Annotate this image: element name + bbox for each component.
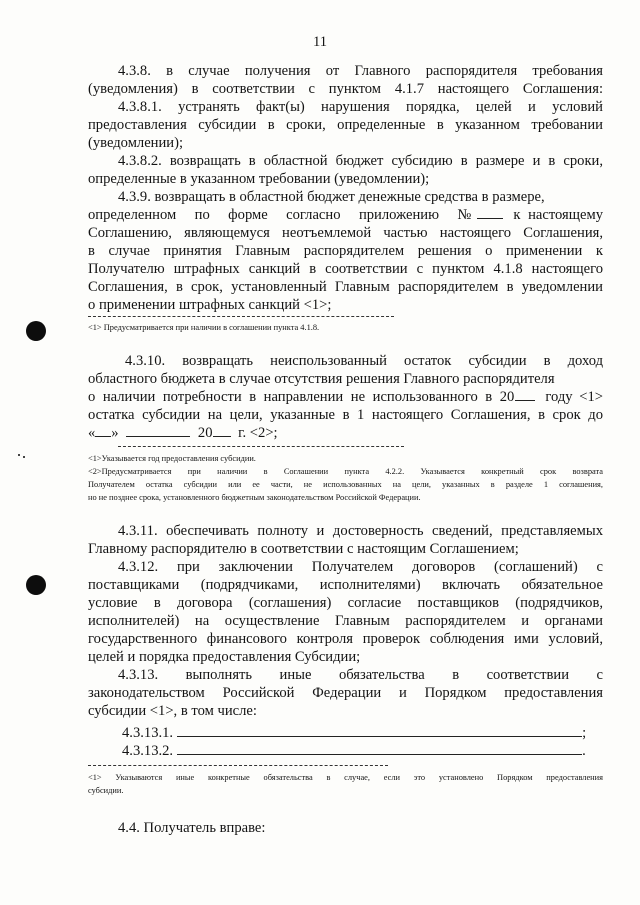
- list-item-end: ;: [582, 725, 587, 741]
- text-fragment: о наличии потребности в направлении не использованного в 20: [88, 389, 515, 405]
- list-item-label: 4.3.13.1.: [122, 725, 174, 741]
- paragraph-4-3-10-line: [88, 424, 278, 442]
- paragraph-4-3-9-line: 4.3.9. возвращать в областной бюджет денежные средства в размере,: [118, 189, 545, 205]
- paragraph-4-3-8-line: (уведомления) в соответствии с пунктом 4.1.7 настоящего Соглашения:: [88, 81, 603, 97]
- blank-line: [477, 206, 503, 219]
- fill-in-line: [177, 724, 582, 737]
- footnote: <2>Предусматривается при наличии в Соглашении пункта 4.2.2. Указывается конкретный срок возврата: [88, 467, 603, 476]
- blank-line: [126, 424, 190, 437]
- text-fragment: к настоящему: [513, 207, 603, 223]
- punch-hole-top: [26, 321, 46, 341]
- paragraph-4-3-9-line: [88, 206, 603, 224]
- paragraph-4-3-12-line: целей и порядка предоставления Субсидии;: [88, 649, 361, 665]
- paragraph-4-3-11-line: Главному распорядителю в соответствии с настоящим Соглашением;: [88, 541, 519, 557]
- text-fragment: «: [88, 425, 96, 441]
- fill-in-line: [177, 742, 582, 755]
- paragraph-4-3-11-line: 4.3.11. обеспечивать полноту и достоверность сведений, представляемых: [118, 523, 603, 539]
- scan-speck: [18, 454, 20, 456]
- paragraph-4-3-9-line: Получателю штрафных санкций в соответствии с пунктом 4.1.8 настоящего: [88, 261, 603, 277]
- list-item-end: .: [582, 743, 586, 759]
- section-4-4-heading: 4.4. Получатель вправе:: [118, 820, 266, 836]
- paragraph-4-3-8-2-line: определенные в указанном требовании (уведомлении);: [88, 171, 430, 187]
- paragraph-4-3-12-line: государственного финансового контроля проверок соблюдения ими условий,: [88, 631, 603, 647]
- blank-line: [515, 388, 535, 401]
- footnote: субсидии.: [88, 786, 124, 795]
- paragraph-4-3-10-line: остатка субсидии на цели, указанные в 1 настоящего Соглашения, в срок до: [88, 407, 603, 423]
- text-fragment: »: [111, 425, 119, 441]
- text-fragment: определенном по форме согласно приложению №: [88, 207, 472, 223]
- footnote: <1> Предусматривается при наличии в соглашении пункта 4.1.8.: [88, 323, 320, 332]
- paragraph-4-3-8-2-line: 4.3.8.2. возвращать в областной бюджет субсидию в размере и в сроки,: [118, 153, 603, 169]
- footnote-separator: [88, 316, 394, 317]
- paragraph-4-3-13-line: субсидии <1>, в том числе:: [88, 703, 257, 719]
- paragraph-4-3-9-line: Соглашения, в срок, установленный Главным распорядителем в уведомлении: [88, 279, 603, 295]
- paragraph-4-3-8-1-line: 4.3.8.1. устранять факт(ы) нарушения порядка, целей и условий: [118, 99, 603, 115]
- footnote: но не позднее срока, установленного бюджетным законодательством Российской Федерации.: [88, 493, 421, 502]
- text-fragment: 20: [197, 425, 213, 441]
- paragraph-4-3-9-line: Соглашению, являющемуся неотъемлемой частью настоящего Соглашения,: [88, 225, 603, 241]
- footnote: <1>Указывается год предоставления субсидии.: [88, 454, 256, 463]
- paragraph-4-3-9-line: о применении штрафных санкций <1>;: [88, 297, 332, 313]
- paragraph-4-3-8-line: 4.3.8. в случае получения от Главного распорядителя требования: [118, 63, 603, 79]
- paragraph-4-3-12-line: поставщиками (подрядчиками, исполнителями) включать обязательное: [88, 577, 603, 593]
- list-item-label: 4.3.13.2.: [122, 743, 174, 759]
- blank-line: [95, 424, 111, 437]
- paragraph-4-3-8-1-line: (уведомлении);: [88, 135, 184, 151]
- footnote: Получателем остатка субсидии или ее части, не использованных на цели, указанных в разделе 1 соглашения,: [88, 480, 603, 489]
- paragraph-4-3-10-line: областного бюджета в случае отсутствия решения Главного распорядителя: [88, 371, 555, 387]
- paragraph-4-3-9-line: в случае принятия Главным распорядителем решения о применении к: [88, 243, 603, 259]
- text-fragment: г. <2>;: [238, 425, 278, 441]
- page-number: 11: [312, 34, 328, 50]
- paragraph-4-3-13-line: 4.3.13. выполнять иные обязательства в соответствии с: [118, 667, 603, 683]
- footnote: <1> Указываются иные конкретные обязательства в случае, если это установлено Порядком предоставления: [88, 773, 603, 782]
- paragraph-4-3-12-line: условие в договора (соглашения) согласие поставщиков (подрядчиков,: [88, 595, 603, 611]
- list-item-4-3-13-1: [122, 724, 586, 742]
- scan-speck: [23, 456, 25, 458]
- paragraph-4-3-13-line: законодательством Российской Федерации и Порядком предоставления: [88, 685, 603, 701]
- paragraph-4-3-12-line: 4.3.12. при заключении Получателем договоров (соглашений) с: [118, 559, 603, 575]
- paragraph-4-3-12-line: исполнителей) на осуществление Главным распорядителем и органами: [88, 613, 603, 629]
- list-item-4-3-13-2: [122, 742, 586, 760]
- footnote-separator: [88, 765, 388, 766]
- blank-line: [213, 424, 231, 437]
- text-fragment: году <1>: [545, 389, 603, 405]
- paragraph-4-3-10-line: 4.3.10. возвращать неиспользованный остаток субсидии в доход: [125, 353, 603, 369]
- paragraph-4-3-10-line: [88, 388, 603, 406]
- footnote-separator: [118, 446, 404, 447]
- punch-hole-bottom: [26, 575, 46, 595]
- paragraph-4-3-8-1-line: предоставления субсидии в сроки, определенные в указанном требовании: [88, 117, 603, 133]
